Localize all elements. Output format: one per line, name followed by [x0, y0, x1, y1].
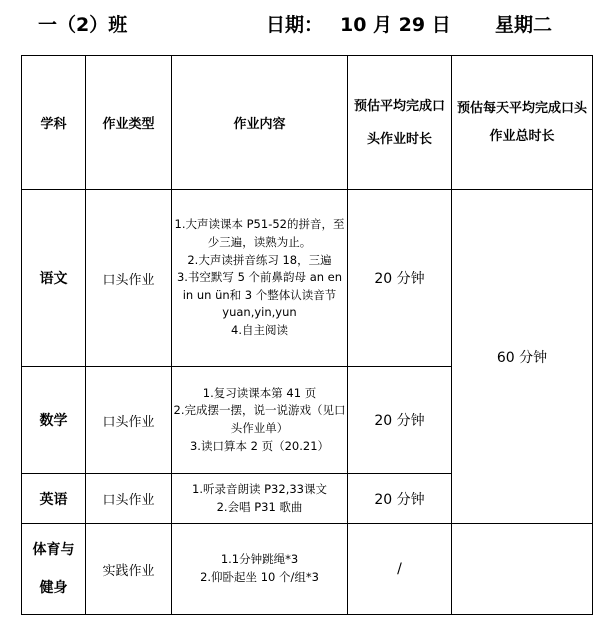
content-line: 4.自主阅读	[231, 322, 288, 337]
class-title: 一（2）班	[38, 14, 128, 36]
header-content: 作业内容	[172, 56, 348, 190]
content-line: 1.复习读课本第 41 页	[202, 385, 317, 400]
content-line: 2.完成摆一摆，说一说游戏（见口头作业单）	[173, 403, 346, 435]
date-value: 10 月 29 日	[340, 14, 451, 36]
content-line: 3.书空默写 5 个前鼻韵母 an en in un ün和 3 个整体认读音节 yuan,yin,yun	[176, 270, 343, 320]
content-line: 1.1分钟跳绳*3	[220, 552, 299, 567]
time-cell: /	[348, 524, 452, 615]
time-cell: 20 分钟	[348, 474, 452, 524]
homework-table	[21, 55, 593, 615]
time-cell: 20 分钟	[348, 190, 452, 367]
header-subject: 学科	[22, 56, 86, 190]
subject-cell: 数学	[22, 367, 86, 474]
table-header-row	[22, 56, 593, 190]
content-line: 3.读口算本 2 页（20.21）	[189, 438, 330, 453]
content-line: 1.听录音朗读 P32,33课文	[192, 481, 327, 496]
type-cell: 口头作业	[86, 474, 172, 524]
time-cell: 20 分钟	[348, 367, 452, 474]
content-line: 2.会唱 P31 歌曲	[216, 499, 303, 514]
subject-cell: 语文	[22, 190, 86, 367]
content-cell	[172, 524, 348, 615]
subject-cell: 英语	[22, 474, 86, 524]
content-cell	[172, 474, 348, 524]
total-time-cell: 60 分钟	[452, 190, 593, 524]
type-cell: 口头作业	[86, 190, 172, 367]
type-cell: 实践作业	[86, 524, 172, 615]
page-header	[0, 10, 598, 40]
date-label: 日期：	[266, 14, 324, 36]
content-cell	[172, 190, 348, 367]
type-cell: 口头作业	[86, 367, 172, 474]
content-line: 2.大声读拼音练习 18，三遍	[187, 252, 332, 267]
table-row	[22, 190, 593, 367]
subject-cell: 体育与健身	[22, 524, 86, 615]
content-cell	[172, 367, 348, 474]
weekday: 星期二	[495, 14, 553, 36]
empty-cell	[452, 524, 593, 615]
header-avg-time: 预估平均完成口头作业时长	[348, 56, 452, 190]
content-line: 2.仰卧起坐 10 个/组*3	[200, 570, 319, 584]
header-total-time: 预估每天平均完成口头作业总时长	[452, 56, 593, 190]
table-row	[22, 524, 593, 615]
content-line: 1.大声读课本 P51-52的拼音，至少三遍，读熟为止。	[174, 217, 345, 250]
header-type: 作业类型	[86, 56, 172, 190]
